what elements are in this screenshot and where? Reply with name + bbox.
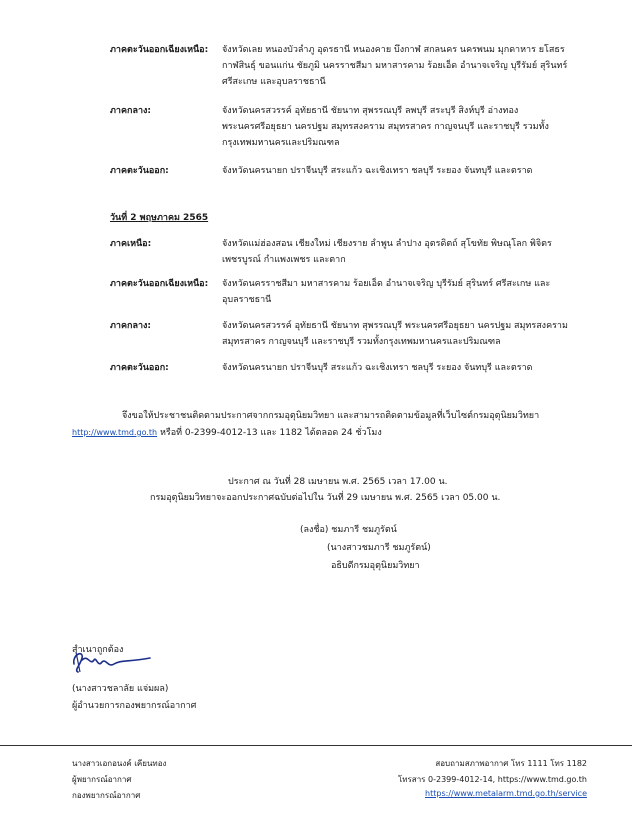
footer-fax-web: โทรสาร 0-2399-4012-14, https://www.tmd.go.th — [397, 775, 587, 784]
region-provinces: จังหวัดนครสวรรค์ อุทัยธานี ชัยนาท สุพรรณบุรี ลพบุรี สระบุรี สิงห์บุรี อ่างทอง พระนครศรีอยุธยา นครปฐม สมุทรสงคราม สมุทรสาคร กาญจนบุรี และราชบุรี รวมทั้งกรุงเทพมหานครและปริมณฑล — [222, 106, 549, 148]
region-central-1 — [110, 103, 580, 153]
region-provinces: จังหวัดนครนายก ปราจีนบุรี สระแก้ว ฉะเชิงเทรา ชลบุรี ระยอง จันทบุรี และตราด — [222, 363, 533, 373]
footer-author-division: กองพยากรณ์อากาศ — [72, 791, 141, 800]
certified-copy-heading: สำเนาถูกต้อง — [72, 645, 124, 655]
footer-hotline: สอบถามสภาพอากาศ โทร 1111 โทร 1182 — [435, 759, 587, 768]
region-provinces: จังหวัดเลย หนองบัวลำภู อุดรธานี หนองคาย บึงกาฬ สกลนคร นครพนม มุกดาหาร ยโสธร กาฬสินธุ์ ขอนแก่น ชัยภูมิ นครราชสีมา มหาสารคาม ร้อยเอ็ด อำนาจเจริญ บุรีรัมย์ สุรินทร์ ศรีสะเกษ และอุบลราชธานี — [222, 45, 568, 87]
region-northeast-2 — [110, 276, 580, 310]
next-announcement: กรมอุตุนิยมวิทยาจะออกประกาศฉบับต่อไปใน วันที่ 29 เมษายน พ.ศ. 2565 เวลา 05.00 น. — [150, 493, 501, 503]
certifier-name: (นางสาวชลาลัย แจ่มผล) — [72, 684, 169, 694]
region-provinces: จังหวัดแม่ฮ่องสอน เชียงใหม่ เชียงราย ลำพูน ลำปาง อุตรดิตถ์ สุโขทัย พิษณุโลก พิจิตร เพชรบูรณ์ กำแพงเพชร และตาก — [222, 239, 552, 265]
signatory-name: (นางสาวชมภารี ชมภูรัตน์) — [327, 543, 431, 553]
issued-statement: ประกาศ ณ วันที่ 28 เมษายน พ.ศ. 2565 เวลา 17.00 น. — [228, 477, 448, 487]
notice-line-2 — [72, 425, 382, 439]
region-label: ภาคตะวันออก: — [110, 363, 169, 373]
region-east-2 — [110, 360, 580, 378]
handwritten-signature — [70, 648, 154, 674]
signatory-title: อธิบดีกรมอุตุนิยมวิทยา — [331, 561, 420, 571]
region-provinces: จังหวัดนครนายก ปราจีนบุรี สระแก้ว ฉะเชิงเทรา ชลบุรี ระยอง จันทบุรี และตราด — [222, 166, 533, 176]
region-label: ภาคกลาง: — [110, 321, 152, 331]
footer-author: นางสาวเอกอนงค์ เคียนทอง — [72, 759, 167, 768]
region-provinces: จังหวัดนครราชสีมา มหาสารคาม ร้อยเอ็ด อำนาจเจริญ บุรีรัมย์ สุรินทร์ ศรีสะเกษ และอุบลราชธานี — [222, 279, 551, 305]
region-label: ภาคตะวันออก: — [110, 166, 169, 176]
region-east-1 — [110, 163, 580, 181]
region-label: ภาคตะวันออกเฉียงเหนือ: — [110, 45, 209, 55]
signed-by: (ลงชื่อ) ชมภารี ชมภูรัตน์ — [300, 525, 397, 535]
footer-author-role: ผู้พยากรณ์อากาศ — [72, 775, 132, 784]
region-central-2 — [110, 318, 580, 352]
region-label: ภาคกลาง: — [110, 106, 152, 116]
region-northeast-1 — [110, 42, 580, 92]
region-north-2 — [110, 236, 580, 270]
footer-divider — [0, 745, 632, 746]
region-label: ภาคตะวันออกเฉียงเหนือ: — [110, 279, 209, 289]
region-label: ภาคเหนือ: — [110, 239, 152, 249]
region-provinces: จังหวัดนครสวรรค์ อุทัยธานี ชัยนาท สุพรรณบุรี พระนครศรีอยุธยา นครปฐม สมุทรสงคราม สมุทรสาคร กาญจนบุรี และราชบุรี รวมทั้งกรุงเทพมหานครและปริมณฑล — [222, 321, 568, 347]
notice-contact: หรือที่ 0-2399-4012-13 และ 1182 ได้ตลอด 24 ชั่วโมง — [157, 428, 382, 438]
tmd-website-link[interactable]: http://www.tmd.go.th — [72, 428, 158, 437]
date-heading: วันที่ 2 พฤษภาคม 2565 — [110, 213, 209, 223]
notice-line-1: จึงขอให้ประชาชนติดตามประกาศจากกรมอุตุนิยมวิทยา และสามารถติดตามข้อมูลที่เว็บไซต์กรมอุตุนิยมวิทยา — [122, 411, 540, 421]
metalarm-service-link[interactable]: https://www.metalarm.tmd.go.th/service — [425, 789, 587, 798]
certifier-title: ผู้อำนวยการกองพยากรณ์อากาศ — [72, 701, 197, 711]
